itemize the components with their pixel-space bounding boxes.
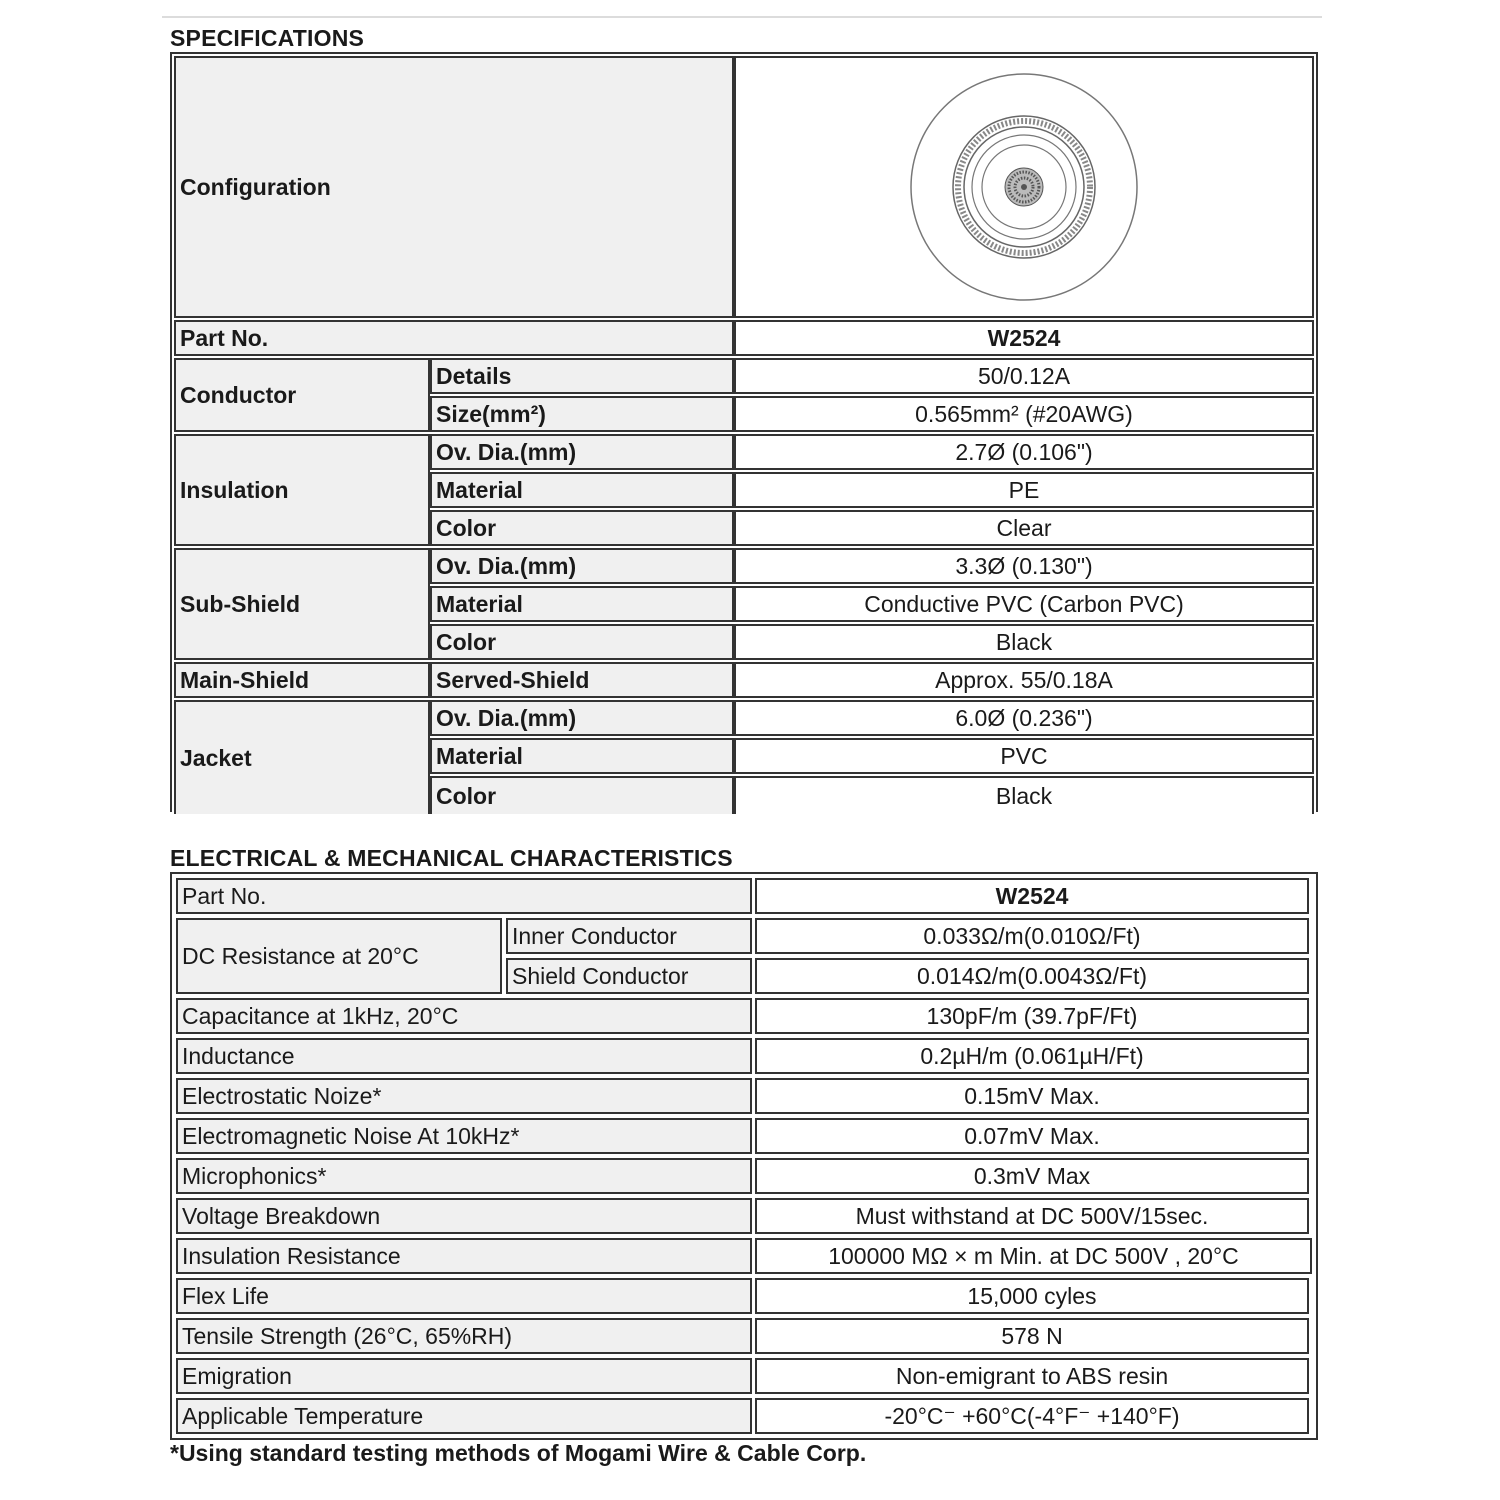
elec-row-value: 130pF/m (39.7pF/Ft) (755, 998, 1309, 1034)
elec-row-label: Electrostatic Noize* (176, 1078, 752, 1114)
elec-row-label: Tensile Strength (26°C, 65%RH) (176, 1318, 752, 1354)
top-divider (162, 16, 1322, 18)
insulation-label: Insulation (174, 434, 430, 546)
conductor-details-label: Details (430, 358, 734, 394)
sub-shield-label: Sub-Shield (174, 548, 430, 660)
jacket-color-value: Black (734, 776, 1314, 814)
elec-row-label: Applicable Temperature (176, 1398, 752, 1434)
jacket-label: Jacket (174, 700, 430, 814)
configuration-label: Configuration (174, 56, 734, 318)
configuration-image-cell (734, 56, 1314, 318)
elec-row-value: 0.3mV Max (755, 1158, 1309, 1194)
elec-row-label: Capacitance at 1kHz, 20°C (176, 998, 752, 1034)
elec-row-label: Electromagnetic Noise At 10kHz* (176, 1118, 752, 1154)
elec-row-value: -20°C⁻ +60°C(-4°F⁻ +140°F) (755, 1398, 1309, 1434)
conductor-label: Conductor (174, 358, 430, 432)
conductor-details-value: 50/0.12A (734, 358, 1314, 394)
conductor-size-value: 0.565mm² (#20AWG) (734, 396, 1314, 432)
inner-conductor-label: Inner Conductor (506, 918, 752, 954)
sub-shield-color-label: Color (430, 624, 734, 660)
elec-row-label: Inductance (176, 1038, 752, 1074)
jacket-dia-label: Ov. Dia.(mm) (430, 700, 734, 736)
jacket-dia-value: 6.0Ø (0.236") (734, 700, 1314, 736)
elec-row-value: 15,000 cyles (755, 1278, 1309, 1314)
elec-row-value: 0.15mV Max. (755, 1078, 1309, 1114)
jacket-material-value: PVC (734, 738, 1314, 774)
insulation-dia-value: 2.7Ø (0.106") (734, 434, 1314, 470)
cable-cross-section-image (904, 67, 1144, 307)
conductor-size-label: Size(mm²) (430, 396, 734, 432)
elec-row-label: Microphonics* (176, 1158, 752, 1194)
elec-row-label: Emigration (176, 1358, 752, 1394)
specifications-title: SPECIFICATIONS (170, 25, 365, 51)
insulation-color-value: Clear (734, 510, 1314, 546)
shield-conductor-label: Shield Conductor (506, 958, 752, 994)
specifications-table (170, 52, 1318, 812)
served-shield-value: Approx. 55/0.18A (734, 662, 1314, 698)
jacket-color-label: Color (430, 776, 734, 814)
electrical-table (170, 872, 1318, 1440)
sub-shield-material-label: Material (430, 586, 734, 622)
sub-shield-material-value: Conductive PVC (Carbon PVC) (734, 586, 1314, 622)
part-no-value: W2524 (734, 320, 1314, 356)
sub-shield-color-value: Black (734, 624, 1314, 660)
insulation-material-value: PE (734, 472, 1314, 508)
elec-row-label: Flex Life (176, 1278, 752, 1314)
elec-row-label: Insulation Resistance (176, 1238, 752, 1274)
electrical-title: ELECTRICAL & MECHANICAL CHARACTERISTICS (170, 845, 733, 871)
elec-row-label: Voltage Breakdown (176, 1198, 752, 1234)
footnote: *Using standard testing methods of Mogami Wire & Cable Corp. (170, 1440, 867, 1466)
elec-row-value: 0.2µH/m (0.061µH/Ft) (755, 1038, 1309, 1074)
served-shield-label: Served-Shield (430, 662, 734, 698)
insulation-material-label: Material (430, 472, 734, 508)
sub-shield-dia-label: Ov. Dia.(mm) (430, 548, 734, 584)
dc-resistance-label: DC Resistance at 20°C (176, 918, 502, 994)
sub-shield-dia-value: 3.3Ø (0.130") (734, 548, 1314, 584)
inner-conductor-value: 0.033Ω/m(0.010Ω/Ft) (755, 918, 1309, 954)
elec-part-no-label: Part No. (176, 878, 752, 914)
main-shield-label: Main-Shield (174, 662, 430, 698)
elec-row-value: Must withstand at DC 500V/15sec. (755, 1198, 1309, 1234)
jacket-material-label: Material (430, 738, 734, 774)
elec-row-value: 578 N (755, 1318, 1309, 1354)
part-no-label: Part No. (174, 320, 734, 356)
shield-conductor-value: 0.014Ω/m(0.0043Ω/Ft) (755, 958, 1309, 994)
elec-row-value: Non-emigrant to ABS resin (755, 1358, 1309, 1394)
insulation-dia-label: Ov. Dia.(mm) (430, 434, 734, 470)
elec-row-value: 0.07mV Max. (755, 1118, 1309, 1154)
insulation-color-label: Color (430, 510, 734, 546)
elec-part-no-value: W2524 (755, 878, 1309, 914)
elec-row-value: 100000 MΩ × m Min. at DC 500V , 20°C (755, 1238, 1312, 1274)
